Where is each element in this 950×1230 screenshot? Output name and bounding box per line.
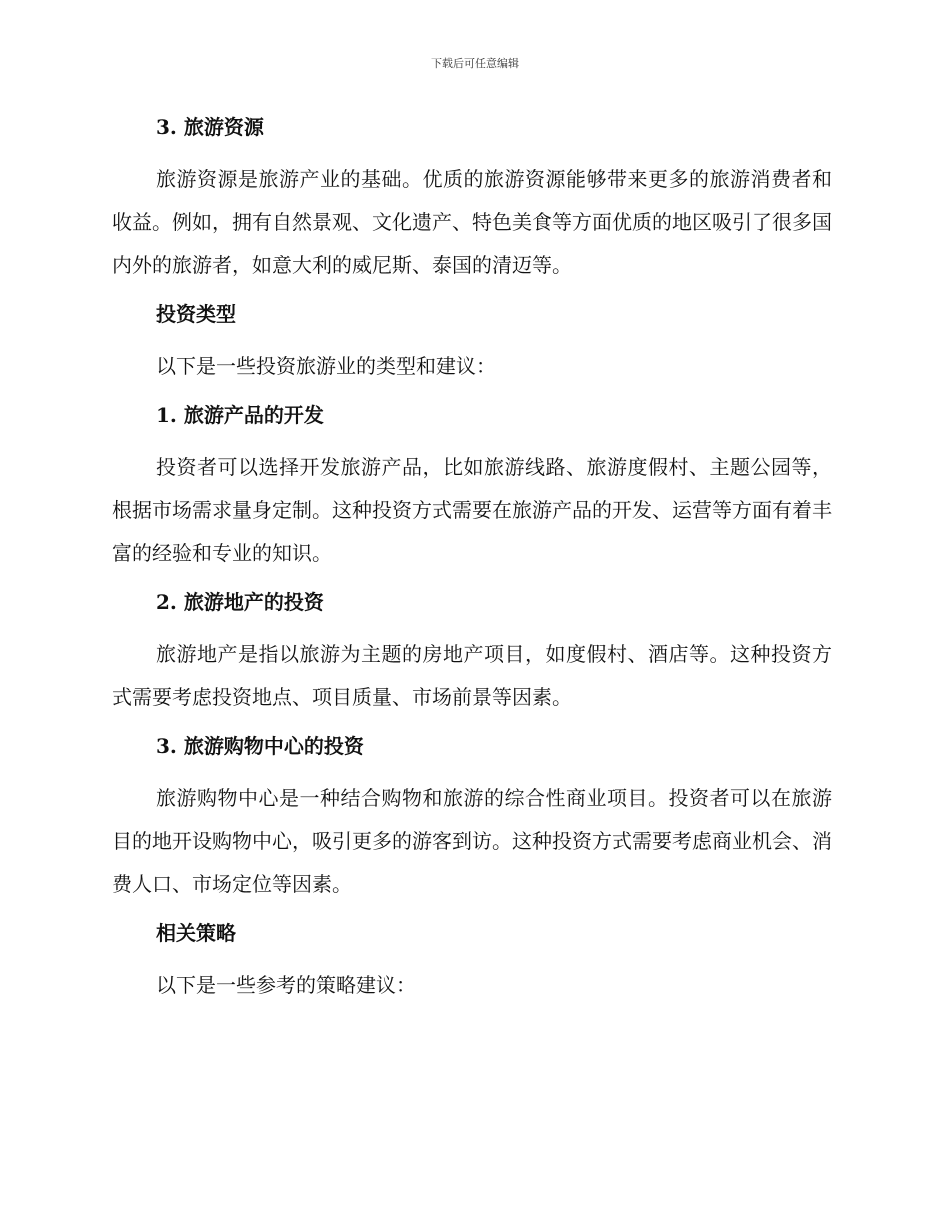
document-body — [112, 110, 832, 1017]
section-heading-tourism-resources: 3. 旅游资源 — [156, 115, 264, 139]
paragraph-strategies-intro: 以下是一些参考的策略建议： — [156, 973, 416, 997]
paragraph-shopping-center: 旅游购物中心是一种结合购物和旅游的综合性商业项目。投资者可以在旅游目的地开设购物中心，吸引更多的游客到访。这种投资方式需要考虑商业机会、消费人口、市场定位等因素。 — [112, 786, 832, 896]
paragraph-product-development: 投资者可以选择开发旅游产品，比如旅游线路、旅游度假村、主题公园等，根据市场需求量身定制。这种投资方式需要在旅游产品的开发、运营等方面有着丰富的经验和专业的知识。 — [112, 455, 832, 565]
paragraph-investment-types-intro: 以下是一些投资旅游业的类型和建议： — [156, 354, 496, 378]
paragraph-real-estate: 旅游地产是指以旅游为主题的房地产项目，如度假村、酒店等。这种投资方式需要考虑投资地点、项目质量、市场前景等因素。 — [112, 642, 832, 709]
section-heading-investment-types: 投资类型 — [156, 302, 236, 326]
section-heading-product-development: 1. 旅游产品的开发 — [156, 403, 324, 427]
section-heading-real-estate: 2. 旅游地产的投资 — [156, 590, 324, 614]
section-heading-strategies: 相关策略 — [156, 921, 236, 945]
paragraph-tourism-resources: 旅游资源是旅游产业的基础。优质的旅游资源能够带来更多的旅游消费者和收益。例如，拥有自然景观、文化遗产、特色美食等方面优质的地区吸引了很多国内外的旅游者，如意大利的威尼斯、泰国的清迈等。 — [112, 167, 832, 277]
section-heading-shopping-center: 3. 旅游购物中心的投资 — [156, 734, 364, 758]
page-header: 下载后可任意编辑 — [431, 57, 519, 70]
